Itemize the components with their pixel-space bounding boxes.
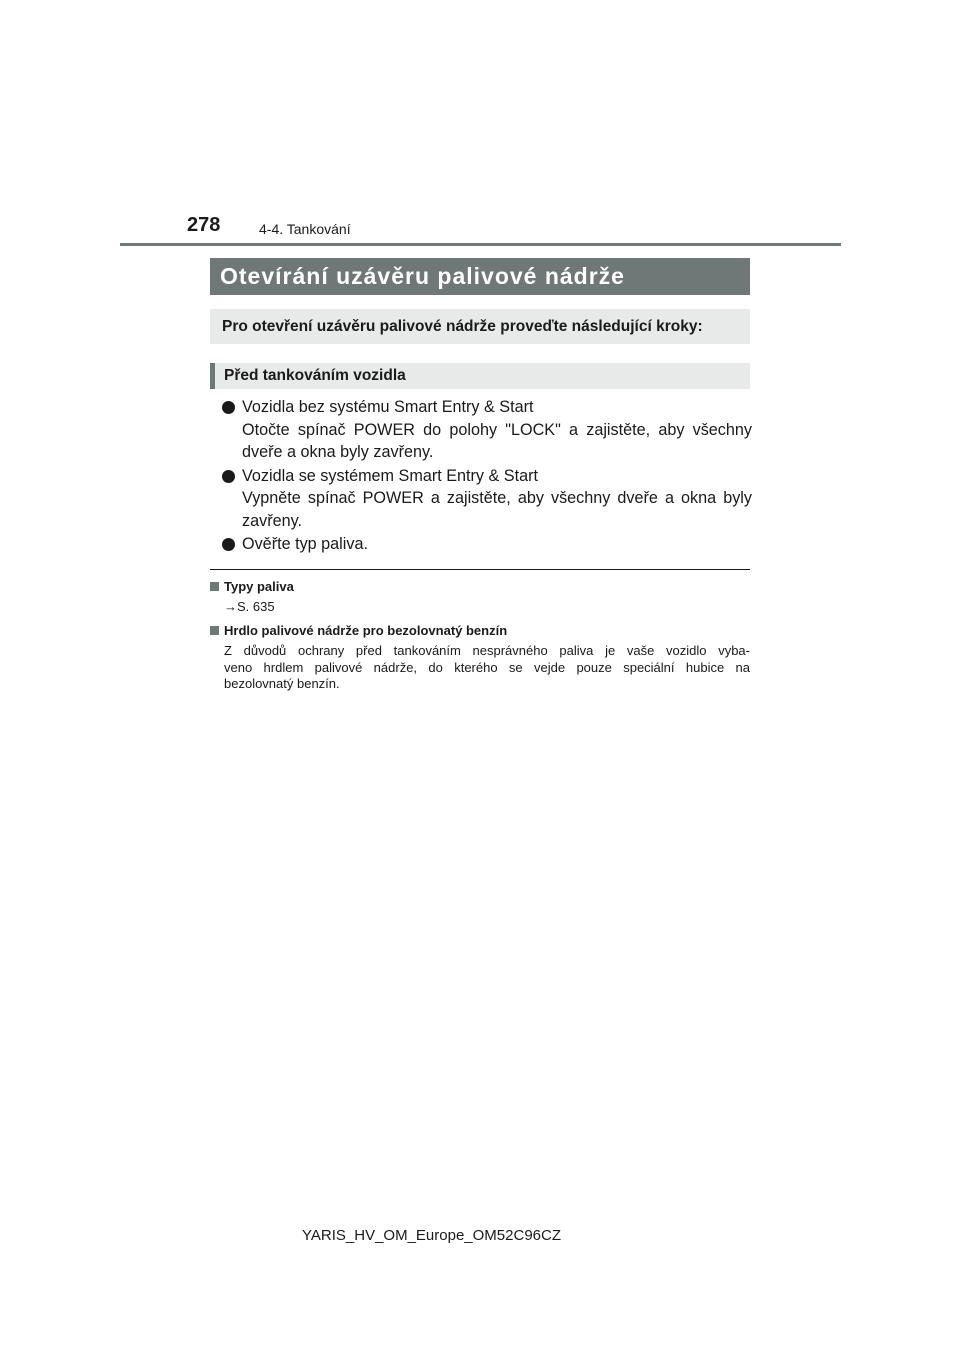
bullet-heading: Vozidla bez systému Smart Entry & Start xyxy=(242,398,534,416)
bullet-dot-icon xyxy=(222,538,235,551)
bullet-item xyxy=(222,533,752,556)
bullet-dot-icon xyxy=(222,401,235,414)
bullet-text-line: Otočte spínač POWER do polohy "LOCK" a zajistěte, aby všechny xyxy=(242,420,752,439)
note-filler-neck xyxy=(210,622,750,693)
bullet-text-line: zavřeny. xyxy=(242,511,302,530)
sub-heading xyxy=(210,363,750,389)
bullet-text-line: dveře a okna byly zavřeny. xyxy=(242,443,434,461)
note-body-line: Z důvodů ochrany před tankováním nesprávného paliva je vaše vozidlo vyba- xyxy=(224,643,750,658)
square-bullet-icon xyxy=(210,582,219,591)
bullet-list xyxy=(222,396,752,557)
note-body-line: veno hrdlem palivové nádrže, do kterého se vejde pouze speciální hubice na xyxy=(224,659,750,675)
square-bullet-icon xyxy=(210,626,219,635)
note-title xyxy=(210,578,750,596)
page-reference-link[interactable]: →S. 635 xyxy=(224,599,275,614)
bullet-item xyxy=(222,396,752,464)
note-body-line: bezolovnatý benzín. xyxy=(224,676,340,691)
bullet-item xyxy=(222,465,752,533)
document-footer: YARIS_HV_OM_Europe_OM52C96CZ xyxy=(302,1227,561,1244)
section-label: 4-4. Tankování xyxy=(259,221,351,237)
note-body xyxy=(210,643,750,693)
note-title-text: Typy paliva xyxy=(224,579,294,594)
bullet-heading: Ověřte typ paliva. xyxy=(242,535,368,553)
bullet-dot-icon xyxy=(222,470,235,483)
note-title xyxy=(210,622,750,640)
sub-heading-text: Před tankováním vozidla xyxy=(224,367,406,384)
header-divider xyxy=(120,243,841,246)
page-number: 278 xyxy=(187,214,221,236)
note-fuel-types xyxy=(210,578,750,616)
bullet-heading: Vozidla se systémem Smart Entry & Start xyxy=(242,466,538,485)
note-title-text: Hrdlo palivové nádrže pro bezolovnatý benzín xyxy=(224,623,508,638)
notes-divider xyxy=(210,569,750,570)
bullet-text-line: Vypněte spínač POWER a zajistěte, aby všechny dveře a okna byly xyxy=(242,489,752,507)
page-title: Otevírání uzávěru palivové nádrže xyxy=(210,258,750,295)
intro-box: Pro otevření uzávěru palivové nádrže proveďte následující kroky: xyxy=(210,309,750,344)
